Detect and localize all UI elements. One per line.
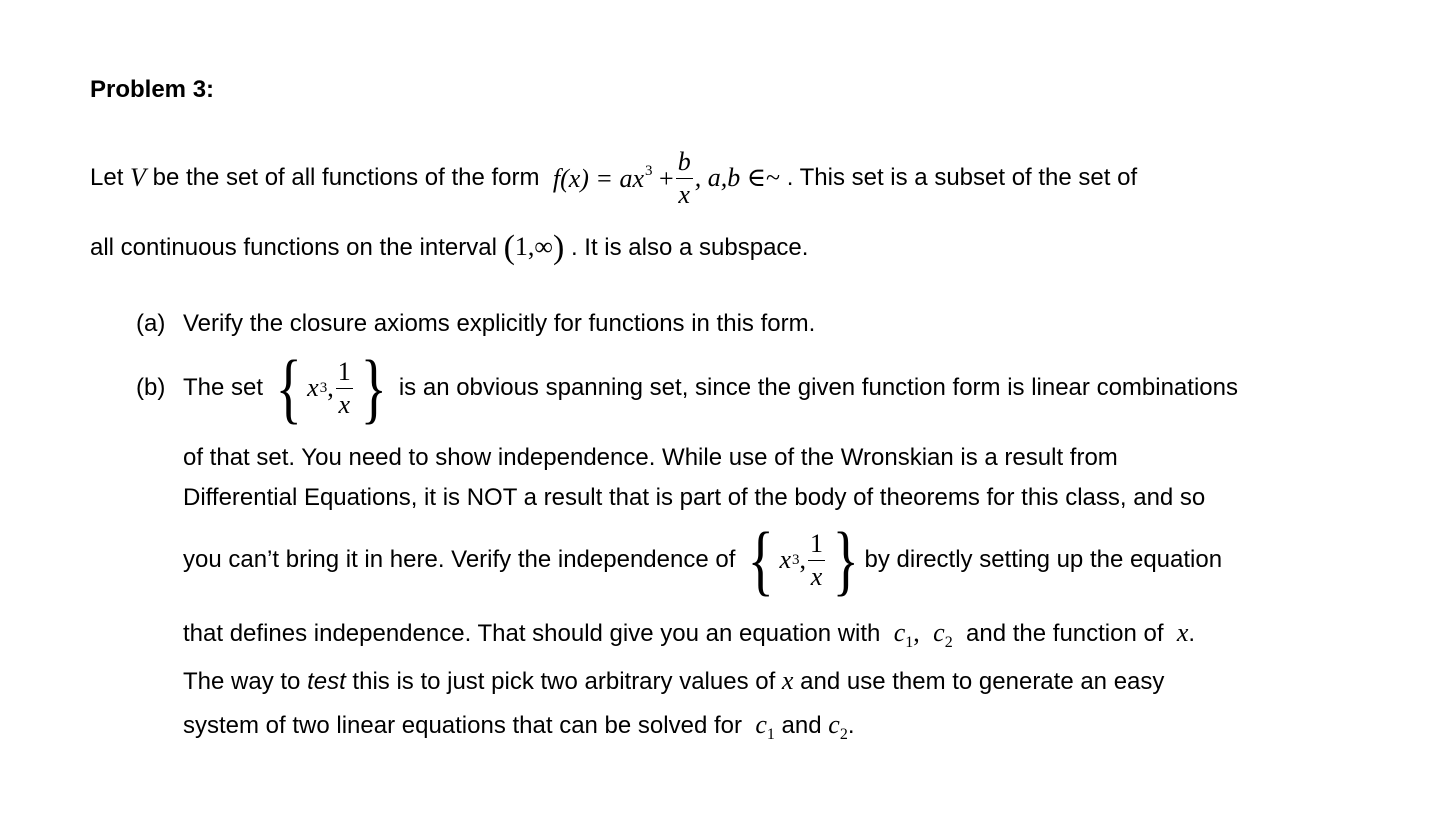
func-exponent: 3 [645, 162, 653, 179]
intro-text-subspace: . It is also a subspace. [570, 234, 809, 261]
c1-var [893, 618, 920, 651]
part-b-line-4 [183, 516, 1223, 603]
part-b-text-spanning: is an obvious spanning set, since the given function form is linear combinations [398, 374, 1238, 401]
part-b-text-and: and [781, 712, 822, 739]
func-arg: (x) = ax [560, 163, 645, 193]
intro-line-2 [90, 228, 808, 268]
part-a-label: (a) [136, 310, 166, 337]
part-b-line-2: of that set. You need to show independence. While use of the Wronskian is a result from [183, 444, 1118, 471]
part-b-text-wronskian: you can’t bring it in here. Verify the independence of [183, 546, 736, 573]
set-x: x [307, 373, 319, 402]
spanning-set-2 [742, 516, 864, 603]
problem-heading: Problem 3: [90, 76, 215, 103]
frac-numerator: b [676, 149, 693, 179]
field-symbol: ~ [765, 163, 781, 192]
part-b-text-defines: that defines independence. That should give you an equation with [183, 620, 881, 647]
part-a-text: Verify the closure axioms explicitly for functions in this form. [183, 310, 816, 337]
fraction-b-over-x [676, 146, 693, 209]
c-subscript: 2 [839, 726, 848, 743]
intro-text-continuous: all continuous functions on the interval [90, 234, 497, 261]
set-x: x [779, 545, 792, 574]
intro-text-subset: . This set is a subset of the set of [786, 164, 1138, 191]
line-5-period: . [1188, 620, 1196, 647]
part-b-text-easy: and use them to generate an easy [800, 668, 1165, 695]
frac-denominator: x [678, 179, 690, 209]
c2-var [933, 618, 953, 651]
part-b-text-arbitrary: this is to just pick two arbitrary values of [352, 668, 776, 695]
set-exponent: 3 [792, 551, 800, 568]
interval-close-paren: ) [552, 229, 565, 266]
set-comma: , [799, 545, 807, 574]
c-letter: c [933, 618, 945, 647]
part-b-line-7 [183, 710, 854, 744]
part-b-text-the-set: The set [183, 374, 264, 401]
interval [504, 229, 565, 267]
frac-x: x [338, 389, 350, 419]
part-b-label: (b) [136, 374, 166, 401]
frac-one: 1 [336, 359, 353, 389]
function-definition [553, 163, 674, 194]
set-comma: , [327, 373, 334, 402]
fraction-1-over-x [808, 528, 825, 591]
interval-value: 1,∞ [514, 232, 553, 261]
part-b-line-5 [183, 618, 1195, 652]
intro-line-1 [90, 140, 1137, 216]
x-var: x [1176, 618, 1189, 647]
func-plus: + [659, 163, 674, 193]
part-b-text-directly: by directly setting up the equation [864, 546, 1223, 573]
intro-text-let: Let [90, 164, 124, 191]
interval-open-paren: ( [503, 229, 515, 266]
left-brace: { [275, 344, 302, 431]
c-letter: c [755, 710, 767, 739]
frac-one: 1 [808, 531, 825, 561]
right-brace: } [360, 344, 387, 431]
part-b-text-function-of: and the function of [966, 620, 1164, 647]
frac-x: x [810, 561, 823, 591]
c-comma: , [913, 618, 920, 647]
c-letter: c [893, 618, 906, 647]
intro-text-form: be the set of all functions of the form [152, 164, 540, 191]
c-subscript: 2 [944, 634, 953, 651]
left-brace: { [747, 516, 774, 603]
set-exponent: 3 [319, 379, 328, 396]
spanning-set-1 [270, 344, 392, 431]
part-b-line-1 [183, 344, 1238, 431]
var-v: V [130, 163, 146, 192]
right-brace: } [832, 516, 859, 603]
line-7-period: . [847, 712, 855, 739]
part-b-line-6 [183, 666, 1164, 696]
c-subscript: 1 [766, 726, 775, 743]
c2-var [828, 710, 848, 743]
part-b-line-3: Differential Equations, it is NOT a result that is part of the body of theorems for this class, and so [183, 484, 1206, 511]
part-b-text-system: system of two linear equations that can be solved for [183, 712, 742, 739]
coefficients: , a,b ∈ [694, 163, 766, 192]
x-var: x [781, 666, 794, 695]
emphasis-test: test [307, 668, 346, 695]
c-letter: c [828, 710, 840, 739]
c1-var [755, 710, 775, 743]
func-f: f [552, 163, 561, 193]
c-subscript: 1 [905, 634, 914, 651]
fraction-1-over-x [336, 356, 353, 419]
part-b-text-way-to: The way to [183, 668, 301, 695]
